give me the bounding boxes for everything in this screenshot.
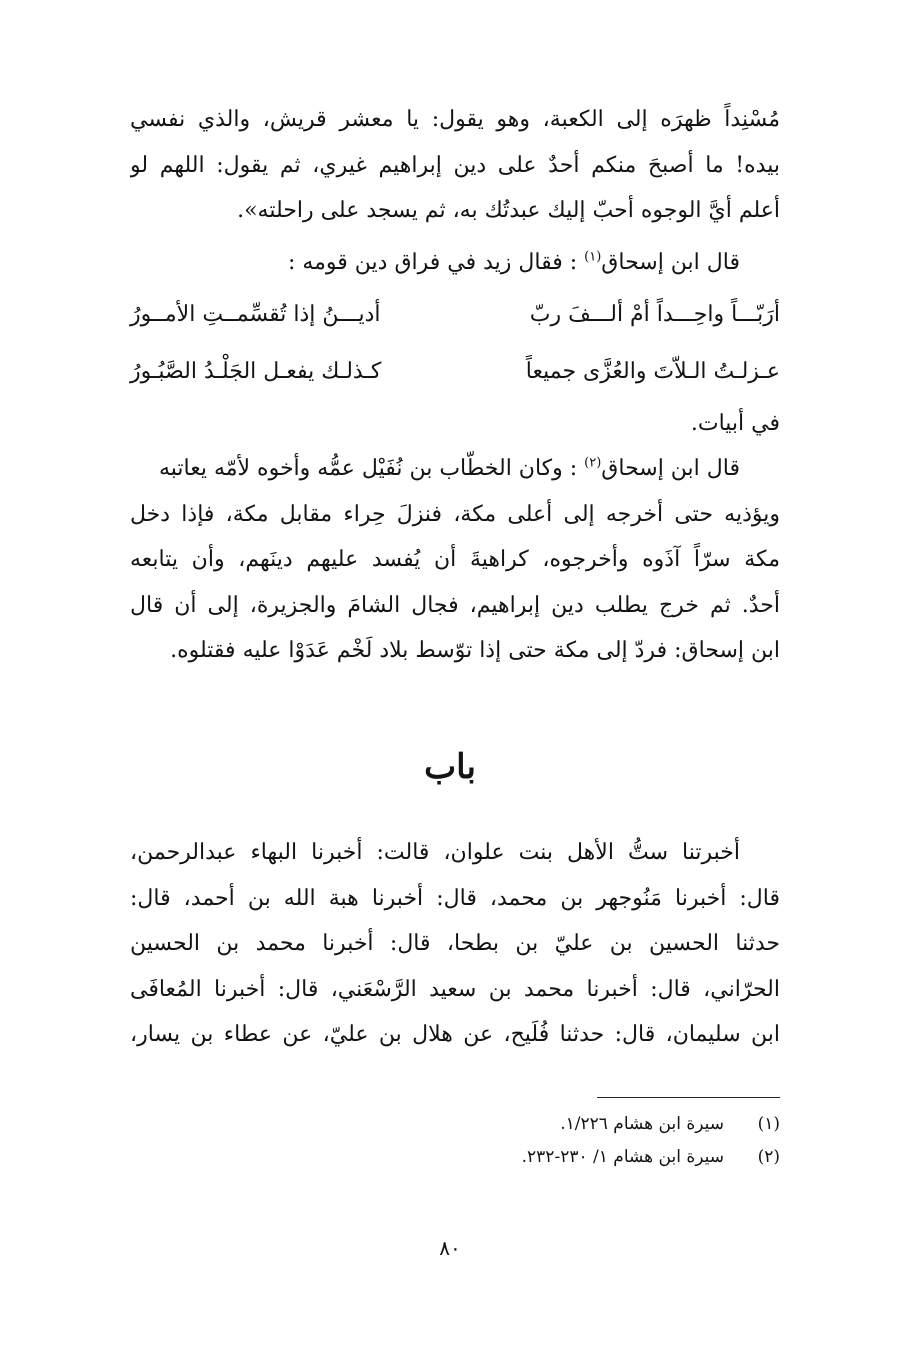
poem-tail: في أبيات. [690,411,780,436]
verse-row [130,349,780,395]
paragraph-2 [130,446,780,674]
text-line: الحرّاني، قال: أخبرنا محمد بن سعيد الرَّسْعَني، قال: أخبرنا المُعافَى [130,976,780,1002]
verse-row [130,292,780,338]
page-number: ٨٠ [439,1236,461,1260]
text-line: مكة سرّاً آذَوه وأخرجوه، كراهيةَ أن يُفسد عليهم دينَهم، وأن يتابعه [130,547,780,572]
para2-after: : وكان الخطّاب بن نُفَيْل عمُّه وأخوه لأمّه يعاتبه [158,456,585,481]
text-line: حدثنا الحسين بن عليّ بن بطحا، قال: أخبرنا محمد بن الحسين [130,931,780,956]
text-line: أحدٌ. ثم خرج يطلب دين إبراهيم، فجال الشامَ والجزيرة، إلى أن قال [130,592,780,618]
footnote-ref-2: (٢) [584,455,602,471]
text-line: مُسْنِداً ظهرَه إلى الكعبة، وهو يقول: يا معشر قريش، والذي نفسي [130,107,780,132]
footnote [130,1141,780,1174]
section-heading: باب [424,747,476,787]
text-line: ابن سليمان، قال: حدثنا فُلَيح، عن هلال بن عليّ، عن عطاء بن يسار، [130,1022,780,1047]
text-line: قال: أخبرنا مَنُوجهر بن محمد، قال: أخبرنا هبة الله بن أحمد، قال: [130,885,780,911]
footnote-number: (١) [757,1114,780,1134]
text-line [130,240,780,286]
verse-hemistich-second: أديـــنُ إذا تُقسِّمــتِ الأمــورُ [130,302,381,327]
intro-paragraph [130,97,780,234]
text-line: ابن إسحاق: فردّ إلى مكة حتى إذا توّسط بلاد لَخْم عَدَوْا عليه فقتلوه. [170,638,780,663]
poem-intro-after: : فقال زيد في فراق دين قومه : [287,250,585,275]
footnote-text: سيرة ابن هشام ١/ ٢٣٠-٢٣٢. [521,1147,724,1167]
footnote-ref-1: (١) [584,249,602,265]
footnote-text: سيرة ابن هشام ١/٢٢٦. [560,1114,724,1134]
text-line: ويؤذيه حتى أخرجه إلى أعلى مكة، فنزلَ حِراء مقابل مكة، فإذا دخل [130,501,780,527]
verse-hemistich-first: عـزلـتُ الـلاّتَ والعُزَّى جميعاً [525,358,780,384]
poem-intro [130,240,780,286]
footnote-number: (٢) [757,1147,780,1167]
paragraph-3 [130,830,780,1058]
footnote-separator [597,1097,780,1098]
verse-hemistich-second: كـذلـك يفعـل الجَلْـدُ الصَّبُـورُ [130,358,382,384]
text-line: بيده! ما أصبحَ منكم أحدٌ على دين إبراهيم غيري، ثم يقول: اللهم لو [130,152,780,178]
verse-hemistich-first: أرَبّـــاً واحِـــداً أمْ ألـــفَ ربّ [529,302,780,327]
poem [130,292,780,447]
text-line: أخبرتنا ستُّ الأهل بنت علوان، قالت: أخبرنا البهاء عبدالرحمن، [130,840,740,865]
para2-before: قال ابن إسحاق [601,456,740,481]
footnotes [130,1108,780,1174]
text-line [130,446,780,492]
footnote [130,1108,780,1141]
text-line: أعلم أيَّ الوجوه أحبّ إليك عبدتُك به، ثم يسجد على راحلته». [237,198,780,223]
poem-intro-before: قال ابن إسحاق [601,250,740,275]
